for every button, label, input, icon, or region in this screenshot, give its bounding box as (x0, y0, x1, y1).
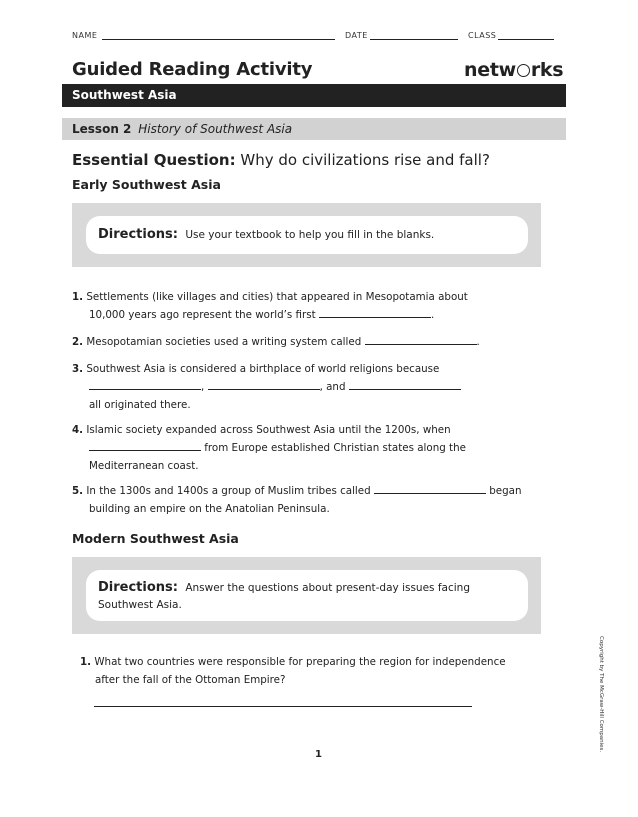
punctuation: . (430, 309, 435, 321)
class-field[interactable] (498, 39, 554, 40)
answer-blank[interactable] (319, 306, 431, 318)
question-2 (72, 333, 552, 351)
question-text: Mesopotamian societies used a writing system called (86, 336, 362, 348)
punctuation: , and (319, 381, 346, 393)
section-heading-modern: Modern Southwest Asia (72, 531, 239, 546)
lesson-bar (62, 118, 566, 140)
essential-question-text: Why do civilizations rise and fall? (240, 151, 490, 169)
question-text: Southwest Asia is considered a birthplace of world religions because (86, 363, 440, 375)
question-text: from Europe established Christian states along the (204, 442, 466, 454)
question-text: Islamic society expanded across Southwest Asia until the 1200s, when (86, 424, 451, 436)
question-number: 1. (72, 291, 84, 303)
lesson-number: Lesson 2 (72, 122, 132, 136)
logo-globe-icon (517, 64, 530, 77)
essential-question-label: Essential Question: (72, 151, 236, 169)
networks-logo (464, 59, 563, 81)
directions-text: Use your textbook to help you fill in the blanks. (185, 229, 435, 241)
question-text: after the fall of the Ottoman Empire? (95, 674, 286, 686)
question-number: 2. (72, 336, 84, 348)
answer-blank[interactable] (374, 482, 486, 494)
page-number: 1 (315, 749, 322, 760)
page-title: Guided Reading Activity (72, 59, 313, 80)
essential-question (72, 151, 490, 169)
name-field[interactable] (102, 39, 335, 40)
question-3 (72, 360, 552, 414)
answer-blank[interactable] (365, 333, 477, 345)
question-number: 4. (72, 424, 84, 436)
date-label: DATE (345, 31, 368, 40)
answer-blank[interactable] (89, 439, 201, 451)
region-title: Southwest Asia (72, 88, 177, 102)
directions-text: Southwest Asia. (98, 599, 182, 611)
punctuation: . (476, 336, 480, 348)
question-number: 1. (80, 656, 92, 668)
logo-text-end: rks (530, 59, 564, 81)
directions-box (72, 203, 541, 267)
modern-question-1 (80, 653, 550, 689)
answer-blank[interactable] (349, 378, 461, 390)
answer-line[interactable] (94, 706, 472, 707)
question-text: Mediterranean coast. (89, 460, 199, 472)
question-1 (72, 288, 552, 324)
question-number: 5. (72, 485, 84, 497)
question-number: 3. (72, 363, 84, 375)
directions-label: Directions: (98, 580, 178, 595)
directions-text: Answer the questions about present-day issues facing (185, 582, 470, 594)
date-field[interactable] (370, 39, 458, 40)
question-text: all originated there. (89, 399, 191, 411)
question-5 (72, 482, 552, 518)
directions-box (72, 557, 541, 634)
question-4 (72, 421, 552, 475)
directions-panel (86, 216, 528, 254)
question-text: Settlements (like villages and cities) that appeared in Mesopotamia about (86, 291, 468, 303)
question-text: building an empire on the Anatolian Peninsula. (89, 503, 330, 515)
answer-blank[interactable] (89, 378, 201, 390)
section-heading-early: Early Southwest Asia (72, 177, 221, 192)
class-label: CLASS (468, 31, 497, 40)
question-text: 10,000 years ago represent the world’s first (89, 309, 316, 321)
region-bar (62, 84, 566, 107)
directions-panel (86, 570, 528, 621)
copyright-notice: Copyright by The McGraw-Hill Companies. (598, 636, 604, 753)
question-text: What two countries were responsible for preparing the region for independence (94, 656, 506, 668)
lesson-title: History of Southwest Asia (138, 122, 293, 136)
question-text: In the 1300s and 1400s a group of Muslim tribes called (86, 485, 371, 497)
name-label: NAME (72, 31, 98, 40)
answer-blank[interactable] (208, 378, 320, 390)
punctuation: , (201, 381, 205, 393)
directions-label: Directions: (98, 227, 178, 242)
question-text: began (489, 485, 522, 497)
logo-text-start: netw (464, 59, 516, 81)
